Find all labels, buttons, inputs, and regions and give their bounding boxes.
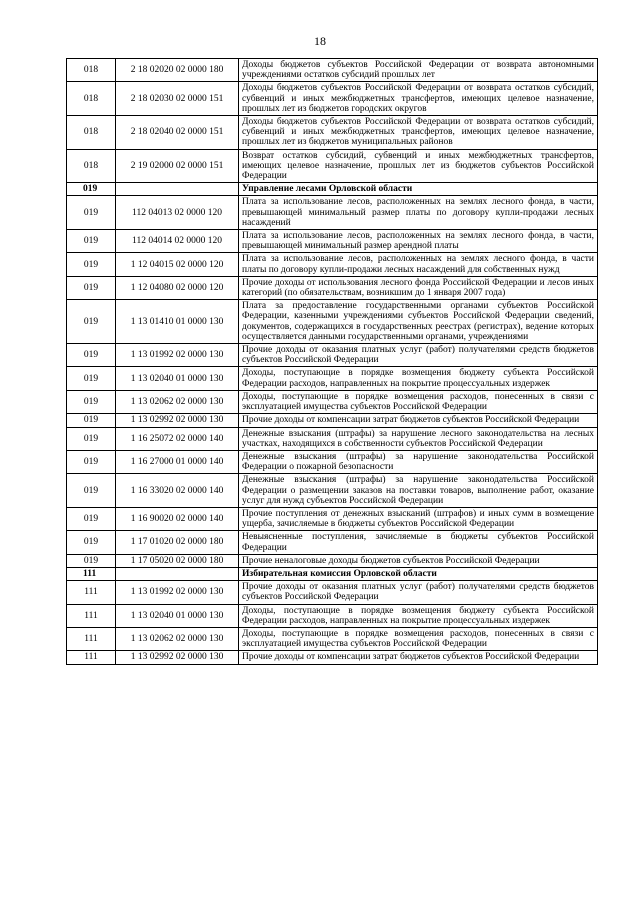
admin-code-cell: 018 — [67, 149, 116, 183]
table-row — [67, 276, 598, 299]
revenue-code-cell: 1 17 01020 02 0000 180 — [116, 531, 239, 554]
admin-code-cell: 019 — [67, 414, 116, 427]
table-row — [67, 390, 598, 413]
revenue-name-cell: Избирательная комиссия Орловской области — [239, 567, 598, 580]
table-row — [67, 581, 598, 604]
revenue-name-cell: Доходы, поступающие в порядке возмещения расходов, понесенных в связи с эксплуатацией имущества субъектов Российской Федерации — [239, 390, 598, 413]
admin-code-cell: 111 — [67, 567, 116, 580]
admin-code-cell: 019 — [67, 183, 116, 196]
revenue-code-cell: 2 18 02030 02 0000 151 — [116, 82, 239, 116]
revenue-name-cell: Денежные взыскания (штрафы) за нарушение лесного законодательства на лесных участках, находящихся в собственности субъектов Российской Федерации — [239, 427, 598, 450]
revenue-name-cell: Прочие доходы от компенсации затрат бюджетов субъектов Российской Федерации — [239, 414, 598, 427]
revenue-code-cell: 112 04013 02 0000 120 — [116, 196, 239, 230]
revenue-code-table — [66, 58, 598, 665]
admin-code-cell: 019 — [67, 554, 116, 567]
revenue-name-cell: Денежные взыскания (штрафы) за нарушение законодательства Российской Федерации о размещении заказов на поставки товаров, выполнение работ, оказание услуг для нужд субъектов Российской Федерации — [239, 474, 598, 508]
revenue-code-cell: 2 18 02040 02 0000 151 — [116, 116, 239, 150]
revenue-code-cell: 1 16 90020 02 0000 140 — [116, 507, 239, 530]
admin-code-cell: 111 — [67, 651, 116, 664]
admin-code-cell: 019 — [67, 450, 116, 473]
table-row — [67, 300, 598, 344]
table-row — [67, 253, 598, 276]
revenue-name-cell: Доходы бюджетов субъектов Российской Федерации от возврата автономными учреждениями остатков субсидий прошлых лет — [239, 59, 598, 82]
table-row — [67, 344, 598, 367]
table-row — [67, 651, 598, 664]
admin-code-cell: 019 — [67, 427, 116, 450]
table-row — [67, 59, 598, 82]
admin-code-cell: 019 — [67, 367, 116, 390]
admin-code-cell: 019 — [67, 531, 116, 554]
revenue-name-cell: Доходы, поступающие в порядке возмещения бюджету субъекта Российской Федерации расходов, направленных на покрытие процессуальных издержек — [239, 604, 598, 627]
table-body — [67, 59, 598, 665]
revenue-code-cell: 1 13 02040 01 0000 130 — [116, 367, 239, 390]
revenue-name-cell: Денежные взыскания (штрафы) за нарушение законодательства Российской Федерации о пожарной безопасности — [239, 450, 598, 473]
revenue-code-cell: 1 13 01410 01 0000 130 — [116, 300, 239, 344]
table-row — [67, 627, 598, 650]
revenue-code-cell: 1 13 02062 02 0000 130 — [116, 627, 239, 650]
admin-code-cell: 111 — [67, 627, 116, 650]
revenue-code-cell: 1 13 02992 02 0000 130 — [116, 651, 239, 664]
admin-code-cell: 019 — [67, 276, 116, 299]
table-row — [67, 116, 598, 150]
revenue-name-cell: Доходы, поступающие в порядке возмещения бюджету субъекта Российской Федерации расходов, направленных на покрытие процессуальных издержек — [239, 367, 598, 390]
table-group-row — [67, 567, 598, 580]
table-row — [67, 82, 598, 116]
table-row — [67, 367, 598, 390]
table-row — [67, 196, 598, 230]
revenue-name-cell: Невыясненные поступления, зачисляемые в бюджеты субъектов Российской Федерации — [239, 531, 598, 554]
admin-code-cell: 019 — [67, 474, 116, 508]
page-number: 18 — [314, 34, 326, 48]
revenue-name-cell: Доходы бюджетов субъектов Российской Федерации от возврата остатков субсидий, субвенций и иных межбюджетных трансфертов, имеющих целевое назначение, прошлых лет из бюджетов городских округов — [239, 82, 598, 116]
revenue-name-cell: Прочие поступления от денежных взысканий (штрафов) и иных сумм в возмещение ущерба, зачисляемые в бюджеты субъектов Российской Федерации — [239, 507, 598, 530]
table-row — [67, 230, 598, 253]
admin-code-cell: 019 — [67, 344, 116, 367]
revenue-name-cell: Плата за предоставление государственными органами субъектов Российской Федерации, казенными учреждениями субъектов Российской Федерации сведений, документов, содержащихся в государственных реестрах (регистрах), ведение которых осуществляется данными государственными органами, учреждениями — [239, 300, 598, 344]
table-row — [67, 414, 598, 427]
revenue-code-cell: 1 13 01992 02 0000 130 — [116, 581, 239, 604]
revenue-code-cell: 1 13 02062 02 0000 130 — [116, 390, 239, 413]
revenue-name-cell: Прочие доходы от использования лесного фонда Российской Федерации и лесов иных категорий (по обязательствам, возникшим до 1 января 2007 года) — [239, 276, 598, 299]
revenue-name-cell: Плата за использование лесов, расположенных на землях лесного фонда, в части платы по договору купли-продажи лесных насаждений для собственных нужд — [239, 253, 598, 276]
admin-code-cell: 019 — [67, 196, 116, 230]
revenue-name-cell: Плата за использование лесов, расположенных на землях лесного фонда, в части, превышающей минимальный размер платы по договору купли-продажи лесных насаждений — [239, 196, 598, 230]
revenue-code-cell: 1 16 33020 02 0000 140 — [116, 474, 239, 508]
revenue-code-cell: 1 13 01992 02 0000 130 — [116, 344, 239, 367]
revenue-name-cell: Возврат остатков субсидий, субвенций и иных межбюджетных трансфертов, имеющих целевое назначение, прошлых лет из бюджетов субъектов Российской Федерации — [239, 149, 598, 183]
revenue-code-cell: 2 19 02000 02 0000 151 — [116, 149, 239, 183]
admin-code-cell: 018 — [67, 116, 116, 150]
table-row — [67, 531, 598, 554]
revenue-name-cell: Прочие доходы от оказания платных услуг (работ) получателями средств бюджетов субъектов Российской Федерации — [239, 581, 598, 604]
revenue-code-cell: 112 04014 02 0000 120 — [116, 230, 239, 253]
admin-code-cell: 019 — [67, 390, 116, 413]
admin-code-cell: 019 — [67, 300, 116, 344]
revenue-code-cell: 2 18 02020 02 0000 180 — [116, 59, 239, 82]
revenue-code-cell: 1 16 25072 02 0000 140 — [116, 427, 239, 450]
table-row — [67, 149, 598, 183]
revenue-name-cell: Прочие неналоговые доходы бюджетов субъектов Российской Федерации — [239, 554, 598, 567]
table-row — [67, 427, 598, 450]
revenue-code-cell: 1 13 02992 02 0000 130 — [116, 414, 239, 427]
admin-code-cell: 019 — [67, 230, 116, 253]
revenue-name-cell: Прочие доходы от компенсации затрат бюджетов субъектов Российской Федерации — [239, 651, 598, 664]
admin-code-cell: 018 — [67, 82, 116, 116]
admin-code-cell: 019 — [67, 253, 116, 276]
table-row — [67, 474, 598, 508]
table-row — [67, 554, 598, 567]
revenue-code-cell: 1 16 27000 01 0000 140 — [116, 450, 239, 473]
table-row — [67, 507, 598, 530]
admin-code-cell: 018 — [67, 59, 116, 82]
revenue-code-cell: 1 12 04080 02 0000 120 — [116, 276, 239, 299]
admin-code-cell: 111 — [67, 604, 116, 627]
revenue-code-cell — [116, 183, 239, 196]
revenue-code-cell — [116, 567, 239, 580]
admin-code-cell: 111 — [67, 581, 116, 604]
revenue-name-cell: Доходы бюджетов субъектов Российской Федерации от возврата остатков субсидий, субвенций и иных межбюджетных трансфертов, имеющих целевое назначение, прошлых лет из бюджетов муниципальных районов — [239, 116, 598, 150]
revenue-name-cell: Прочие доходы от оказания платных услуг (работ) получателями средств бюджетов субъектов Российской Федерации — [239, 344, 598, 367]
revenue-name-cell: Доходы, поступающие в порядке возмещения расходов, понесенных в связи с эксплуатацией имущества субъектов Российской Федерации — [239, 627, 598, 650]
revenue-code-cell: 1 17 05020 02 0000 180 — [116, 554, 239, 567]
revenue-code-cell: 1 12 04015 02 0000 120 — [116, 253, 239, 276]
revenue-code-cell: 1 13 02040 01 0000 130 — [116, 604, 239, 627]
table-group-row — [67, 183, 598, 196]
table-row — [67, 604, 598, 627]
revenue-name-cell: Плата за использование лесов, расположенных на землях лесного фонда, в части, превышающей минимальный размер арендной платы — [239, 230, 598, 253]
revenue-name-cell: Управление лесами Орловской области — [239, 183, 598, 196]
table-row — [67, 450, 598, 473]
admin-code-cell: 019 — [67, 507, 116, 530]
